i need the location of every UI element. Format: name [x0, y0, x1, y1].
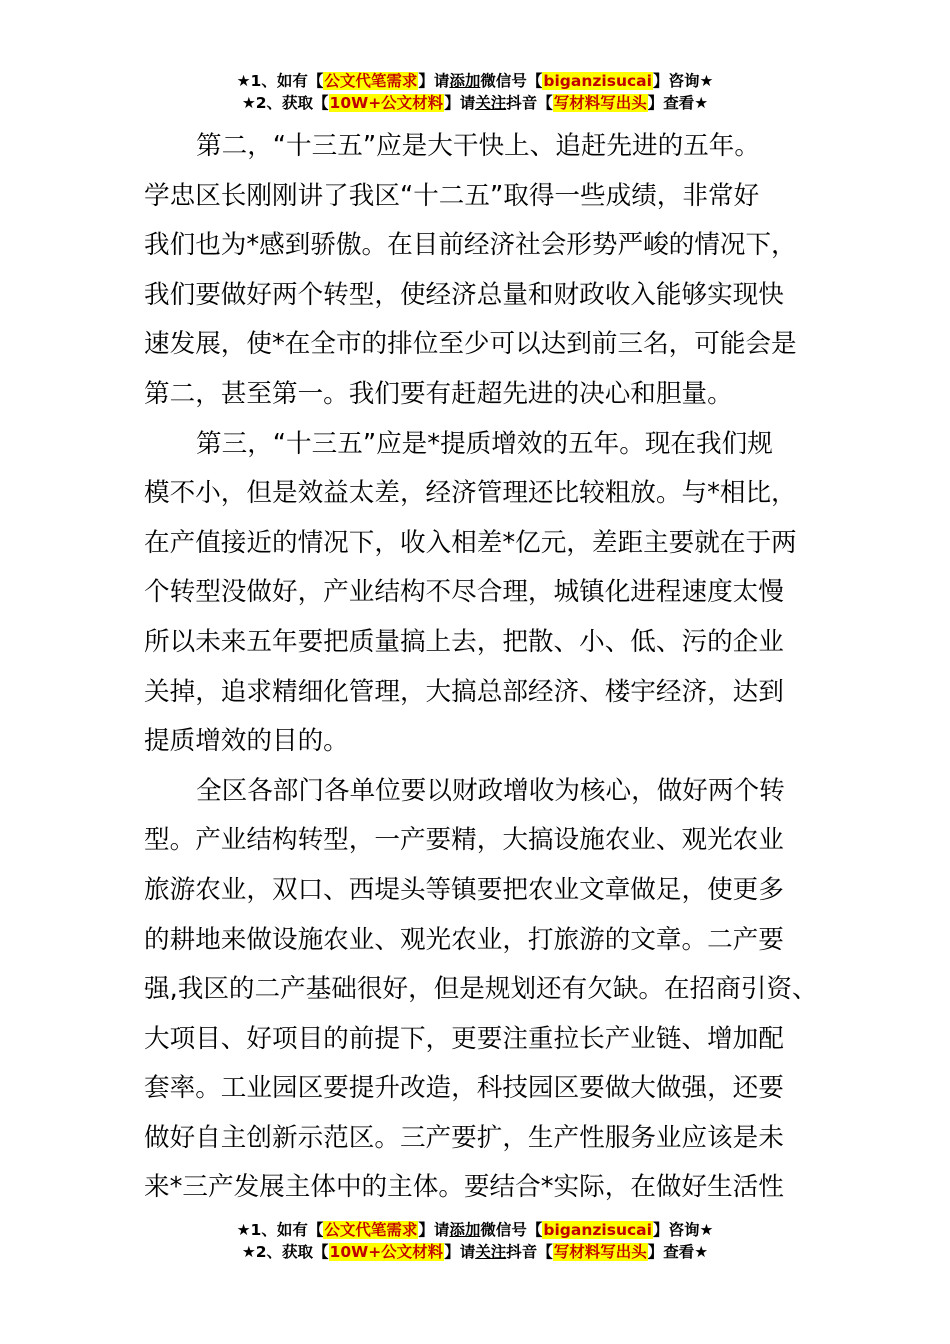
banner-text: ★1、如有【	[236, 1221, 324, 1239]
header-banner	[0, 70, 950, 114]
text-line: 我们也为*感到骄傲。在目前经济社会形势严峻的情况下，	[144, 230, 797, 261]
banner-text: ★1、如有【	[236, 72, 324, 90]
banner-underline: 添加	[449, 1221, 481, 1239]
text-line: 型。产业结构转型，一产要精，大搞设施农业、观光农业	[144, 825, 784, 856]
text-line: 个转型没做好，产业结构不尽合理，城镇化进程速度太慢	[144, 577, 784, 608]
banner-text: 】请	[444, 94, 476, 112]
banner-highlight: 写材料写出头	[553, 94, 647, 112]
text-line: 所以未来五年要把质量搞上去，把散、小、低、污的企业	[144, 626, 784, 657]
banner-highlight: 10W+公文材料	[329, 1243, 444, 1261]
banner-highlight: biganzisucai	[543, 72, 652, 90]
text-line: 第二，“十三五”应是大干快上、追赶先进的五年。	[196, 131, 760, 161]
banner-text: 】咨询★	[652, 1221, 714, 1239]
banner-line-1	[0, 1219, 950, 1241]
banner-highlight: 公文代笔需求	[324, 72, 418, 90]
text-line: 来*三产发展主体中的主体。要结合*实际，在做好生活性	[144, 1172, 784, 1203]
paragraph	[144, 122, 808, 420]
text-line: 大项目、好项目的前提下，更要注重拉长产业链、增加配	[144, 1023, 784, 1054]
banner-text: 】请	[444, 1243, 476, 1261]
text-line: 关掉，追求精细化管理，大搞总部经济、楼宇经济，达到	[144, 676, 784, 707]
text-line: 我们要做好两个转型，使经济总量和财政收入能够实现快	[144, 279, 784, 310]
paragraph	[144, 767, 818, 1213]
text-line: 全区各部门各单位要以财政增收为核心，做好两个转	[196, 775, 785, 806]
banner-highlight: 公文代笔需求	[324, 1221, 418, 1239]
banner-underline: 关注	[475, 1243, 507, 1261]
banner-highlight: 写材料写出头	[553, 1243, 647, 1261]
banner-underline: 关注	[475, 94, 507, 112]
banner-text: 】查看★	[647, 1243, 709, 1261]
banner-text: 】咨询★	[652, 72, 714, 90]
text-line: 第二，甚至第一。我们要有赶超先进的决心和胆量。	[144, 378, 733, 409]
banner-text: 】请	[418, 1221, 450, 1239]
text-line: 提质增效的目的。	[144, 726, 349, 757]
banner-line-1	[0, 70, 950, 92]
text-line: 的耕地来做设施农业、观光农业，打旅游的文章。二产要	[144, 924, 784, 955]
footer-banner	[0, 1219, 950, 1263]
banner-highlight: biganzisucai	[543, 1221, 652, 1239]
text-line: 速发展，使*在全市的排位至少可以达到前三名，可能会是	[144, 329, 797, 360]
text-line: 强,我区的二产基础很好，但是规划还有欠缺。在招商引资、	[144, 974, 818, 1005]
banner-text: 抖音【	[506, 94, 553, 112]
banner-underline: 添加	[449, 72, 481, 90]
document-body	[144, 122, 818, 1213]
paragraph	[144, 420, 808, 767]
banner-text: 】查看★	[647, 94, 709, 112]
banner-text: 微信号【	[480, 72, 543, 90]
text-line: 模不小，但是效益太差，经济管理还比较粗放。与*相比，	[144, 478, 797, 509]
banner-text: 】请	[418, 72, 450, 90]
banner-text: ★2、获取【	[241, 1243, 329, 1261]
text-line: 旅游农业，双口、西堤头等镇要把农业文章做足，使更多	[144, 874, 784, 905]
banner-text: 微信号【	[480, 1221, 543, 1239]
banner-text: ★2、获取【	[241, 94, 329, 112]
text-line: 学忠区长刚刚讲了我区“十二五”取得一些成绩，非常好	[144, 180, 760, 211]
text-line: 套率。工业园区要提升改造，科技园区要做大做强，还要	[144, 1073, 784, 1104]
banner-line-2	[0, 92, 950, 114]
text-line: 在产值接近的情况下，收入相差*亿元，差距主要就在于两	[144, 527, 797, 558]
text-line: 做好自主创新示范区。三产要扩，生产性服务业应该是未	[144, 1122, 784, 1153]
text-line: 第三，“十三五”应是*提质增效的五年。现在我们规	[196, 428, 773, 459]
banner-line-2	[0, 1241, 950, 1263]
banner-text: 抖音【	[506, 1243, 553, 1261]
banner-highlight: 10W+公文材料	[329, 94, 444, 112]
